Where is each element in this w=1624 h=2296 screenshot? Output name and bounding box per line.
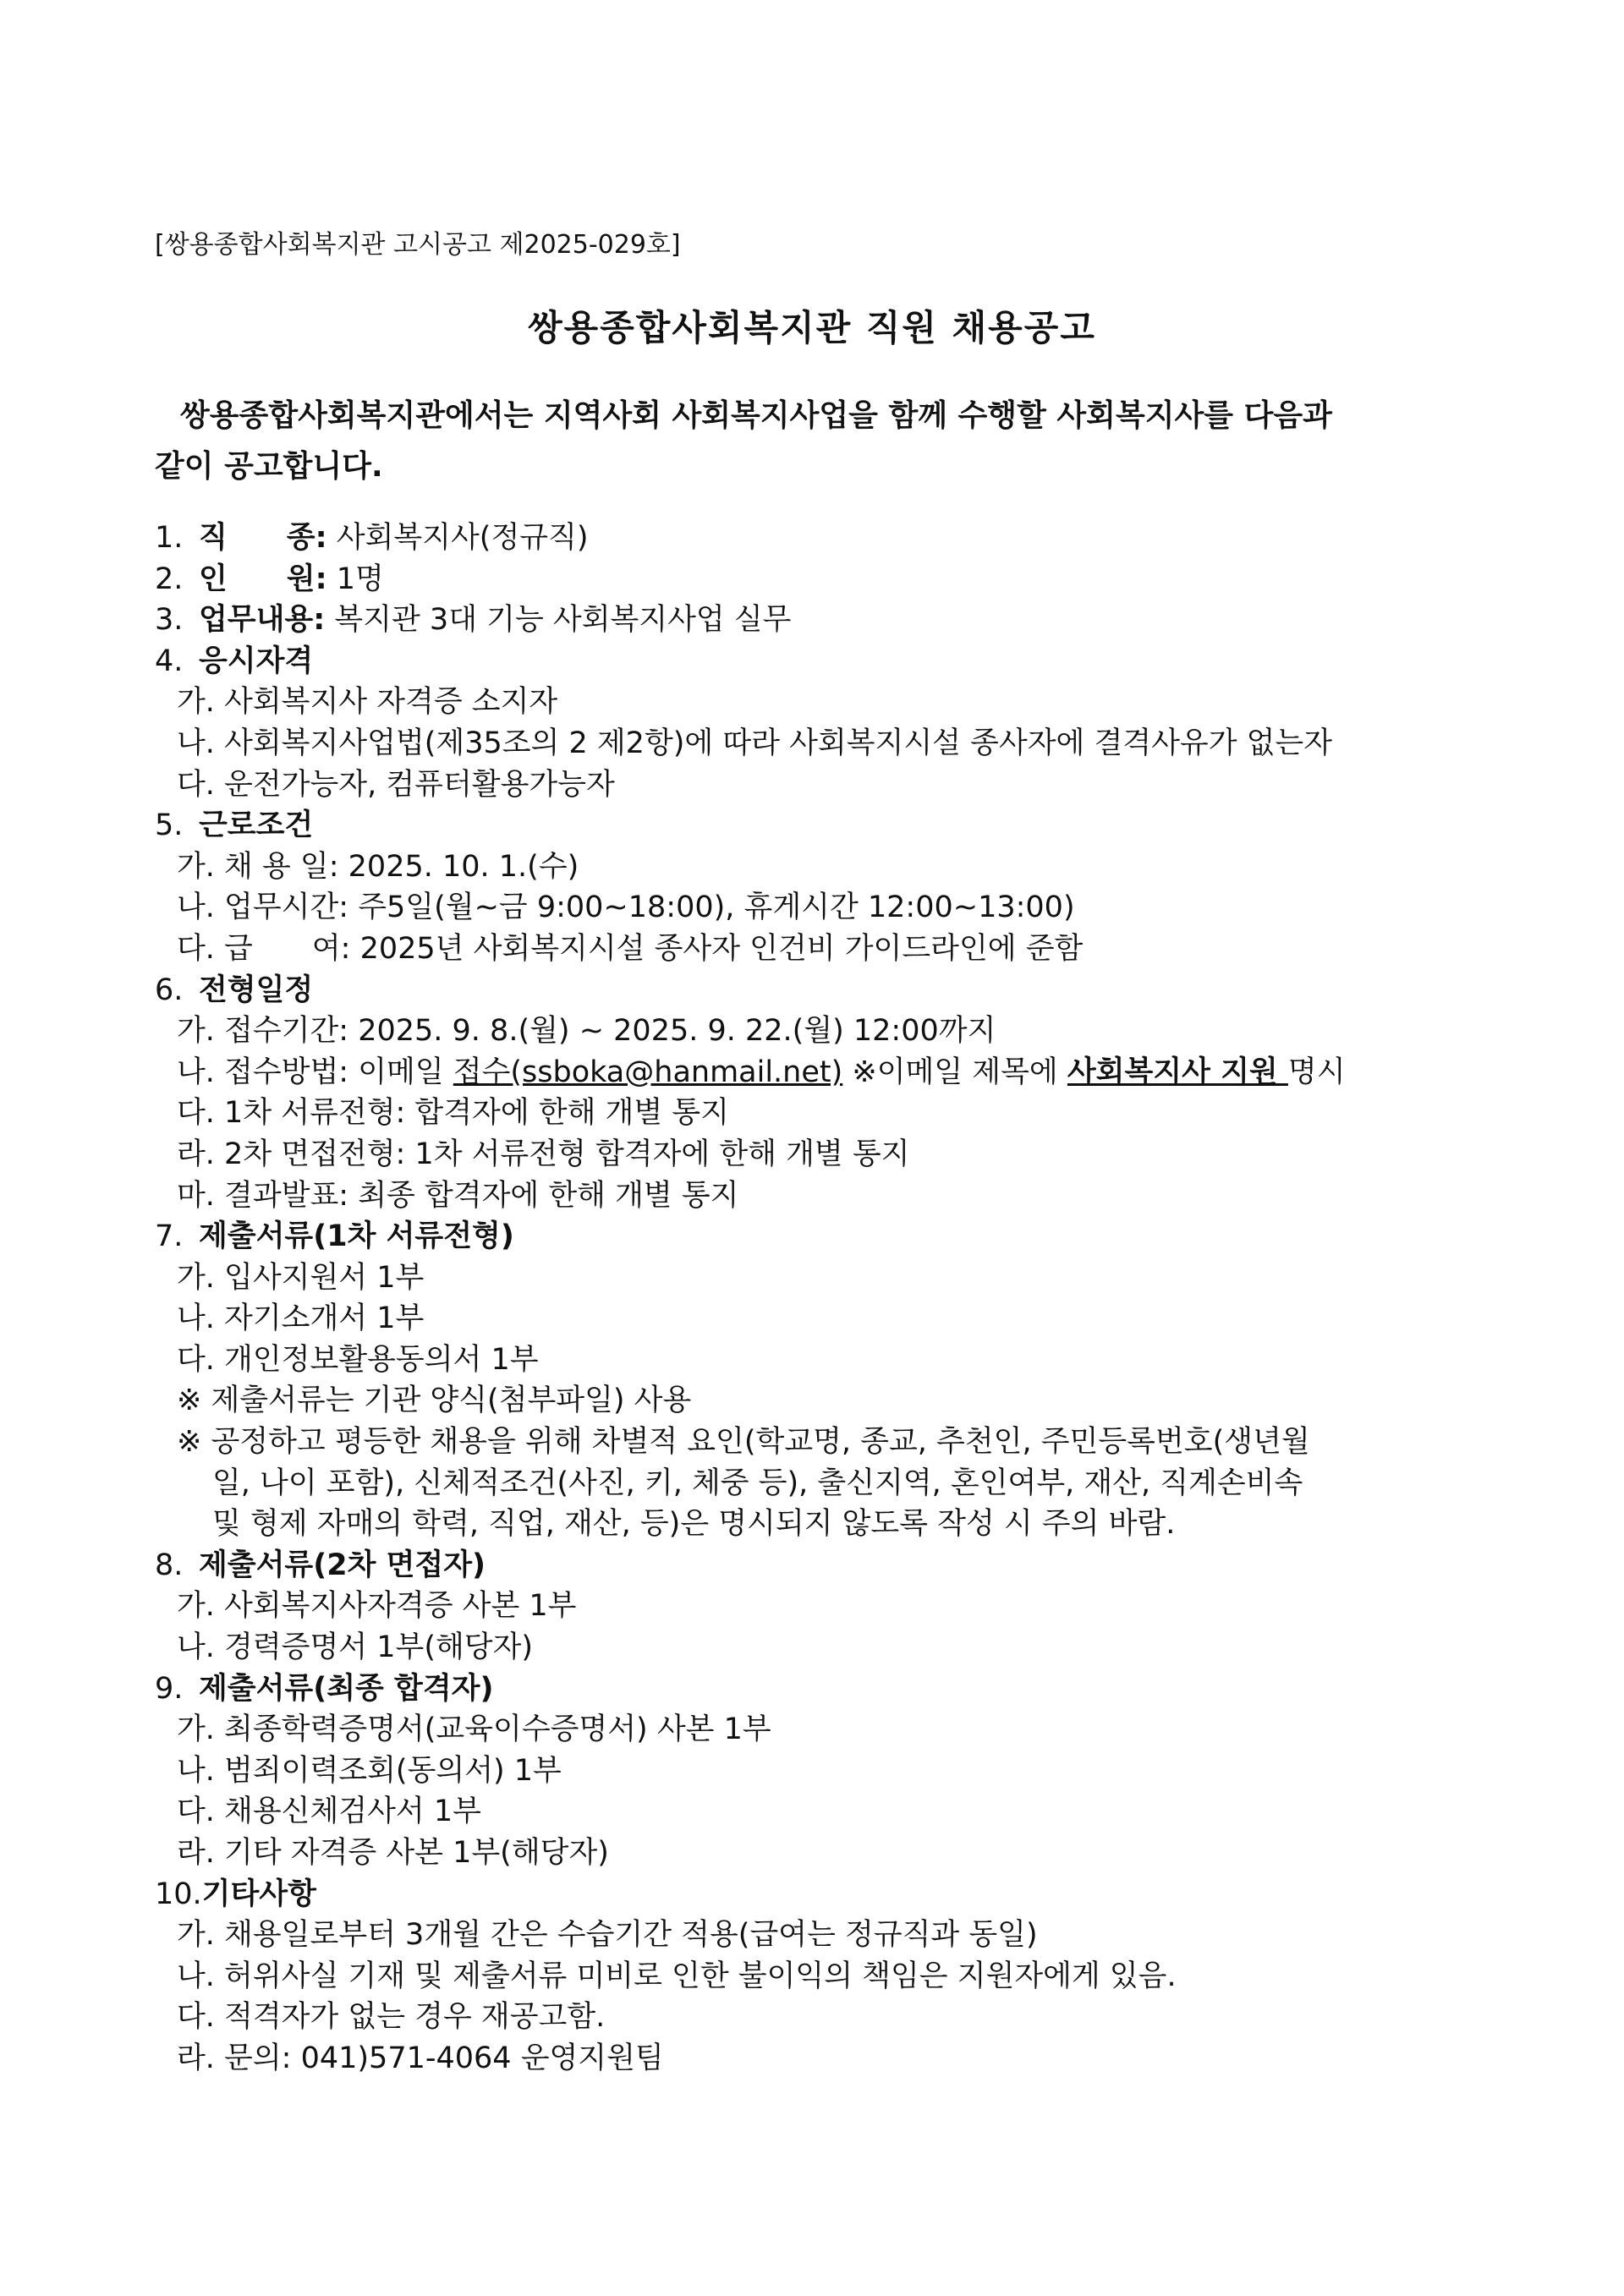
section-number: 5.	[155, 808, 184, 843]
list-item: 가. 최종학력증명서(교육이수증명서) 사본 1부	[177, 1712, 771, 1747]
list-item: 라. 2차 면접전형: 1차 서류전형 합격자에 한해 개별 통지	[177, 1137, 910, 1171]
list-item: 나. 범죄이력조회(동의서) 1부	[177, 1753, 562, 1788]
section-label: 업무내용:	[199, 603, 326, 638]
section-duties	[155, 600, 1491, 641]
section-number: 1.	[155, 521, 184, 555]
section-position	[155, 518, 1491, 559]
list-item: 다. 운전가능자, 컴퓨터활용가능자	[177, 767, 615, 802]
section-qualifications	[155, 641, 1491, 682]
list-item: 가. 채 용 일: 2025. 10. 1.(수)	[177, 849, 579, 884]
list-item: 다. 1차 서류전형: 합격자에 한해 개별 통지	[177, 1096, 729, 1131]
list-item-application-method	[155, 1052, 1491, 1093]
list-item: 나. 업무시간: 주5일(월~금 9:00~18:00), 휴게시간 12:00~13:00)	[177, 890, 1075, 925]
list-item: 다. 적격자가 없는 경우 재공고함.	[177, 2000, 606, 2035]
announcement-body	[155, 518, 1491, 2080]
section-label: 응시자격	[199, 644, 314, 678]
item-text: 나. 접수방법: 이메일	[177, 1055, 453, 1089]
page-title: 쌍용종합사회복지관 직원 채용공고	[528, 307, 1096, 348]
list-item: 다. 개인정보활용동의서 1부	[177, 1342, 539, 1377]
list-item: 가. 접수기간: 2025. 9. 8.(월) ~ 2025. 9. 22.(월) 12:00까지	[177, 1014, 996, 1049]
list-item: 가. 입사지원서 1부	[177, 1260, 425, 1295]
section-documents-interview	[155, 1545, 1491, 1586]
section-schedule	[155, 970, 1491, 1011]
list-item: 나. 사회복지사업법(제35조의 2 제2항)에 따라 사회복지시설 종사자에 결격사유가 없는자	[177, 726, 1333, 760]
item-text: ※이메일 제목에	[842, 1055, 1067, 1089]
section-documents-first	[155, 1216, 1491, 1258]
list-item: 라. 문의: 041)571-4064 운영지원팀	[177, 2041, 664, 2075]
notice-number: [쌍용종합사회복지관 고시공고 제2025-029호]	[155, 230, 681, 260]
section-label: 전형일정	[199, 973, 314, 1007]
section-value: 1명	[326, 562, 384, 596]
list-item: 다. 급 여: 2025년 사회복지시설 종사자 인건비 가이드라인에 준함	[177, 931, 1084, 966]
section-label: 기타사항	[201, 1877, 316, 1911]
note: ※ 제출서류는 기관 양식(첨부파일) 사용	[177, 1384, 692, 1418]
intro-line-2: 같이 공고합니다.	[155, 449, 383, 484]
section-number: 8.	[155, 1548, 184, 1582]
section-label: 제출서류(1차 서류전형)	[199, 1219, 514, 1254]
section-value: 사회복지사(정규직)	[326, 521, 589, 555]
intro-paragraph	[155, 391, 1483, 492]
section-label: 근로조건	[199, 808, 314, 843]
section-label: 제출서류(최종 합격자)	[199, 1671, 494, 1706]
list-item: 다. 채용신체검사서 1부	[177, 1795, 481, 1829]
section-value: 복지관 3대 기능 사회복지사업 실무	[325, 603, 792, 638]
list-item: 마. 결과발표: 최종 합격자에 한해 개별 통지	[177, 1178, 739, 1213]
item-text: 명시	[1287, 1055, 1346, 1089]
section-headcount	[155, 559, 1491, 600]
section-number: 2.	[155, 562, 184, 596]
email-link[interactable]: 접수(ssboka@hanmail.net)	[453, 1055, 843, 1089]
section-number: 4.	[155, 644, 184, 678]
note: ※ 공정하고 평등한 채용을 위해 차별적 요인(학교명, 종교, 추천인, 주민등록번호(생년월	[177, 1425, 1310, 1460]
list-item: 가. 채용일로부터 3개월 간은 수습기간 적용(급여는 정규직과 동일)	[177, 1918, 1038, 1953]
section-number: 9.	[155, 1671, 184, 1706]
list-item: 라. 기타 자격증 사본 1부(해당자)	[177, 1836, 609, 1870]
section-documents-final	[155, 1669, 1491, 1710]
list-item: 가. 사회복지사자격증 사본 1부	[177, 1589, 577, 1624]
list-item: 나. 경력증명서 1부(해당자)	[177, 1630, 534, 1665]
section-working-conditions	[155, 805, 1491, 847]
section-number: 7.	[155, 1219, 184, 1254]
note-continuation: 일, 나이 포함), 신체적조건(사진, 키, 체중 등), 출신지역, 혼인여부, 재산, 직계손비속	[212, 1466, 1303, 1500]
email-subject: 사회복지사 지원	[1067, 1055, 1288, 1089]
intro-line-1: 쌍용종합사회복지관에서는 지역사회 사회복지사업을 함께 수행할 사회복지사를 다음과	[180, 398, 1332, 433]
list-item: 가. 사회복지사 자격증 소지자	[177, 685, 558, 720]
note-continuation: 및 형제 자매의 학력, 직업, 재산, 등)은 명시되지 않도록 작성 시 주의 바람.	[212, 1507, 1176, 1542]
list-item: 나. 허위사실 기재 및 제출서류 미비로 인한 불이익의 책임은 지원자에게 있음.	[177, 1959, 1177, 1993]
section-label: 인 원:	[199, 562, 327, 596]
section-number: 3.	[155, 603, 184, 638]
section-label: 제출서류(2차 면접자)	[199, 1548, 486, 1582]
list-item: 나. 자기소개서 1부	[177, 1301, 425, 1336]
section-label: 직 종:	[199, 521, 327, 555]
section-number: 6.	[155, 973, 184, 1007]
section-number: 10.	[155, 1877, 202, 1911]
section-other	[155, 1874, 1491, 1915]
